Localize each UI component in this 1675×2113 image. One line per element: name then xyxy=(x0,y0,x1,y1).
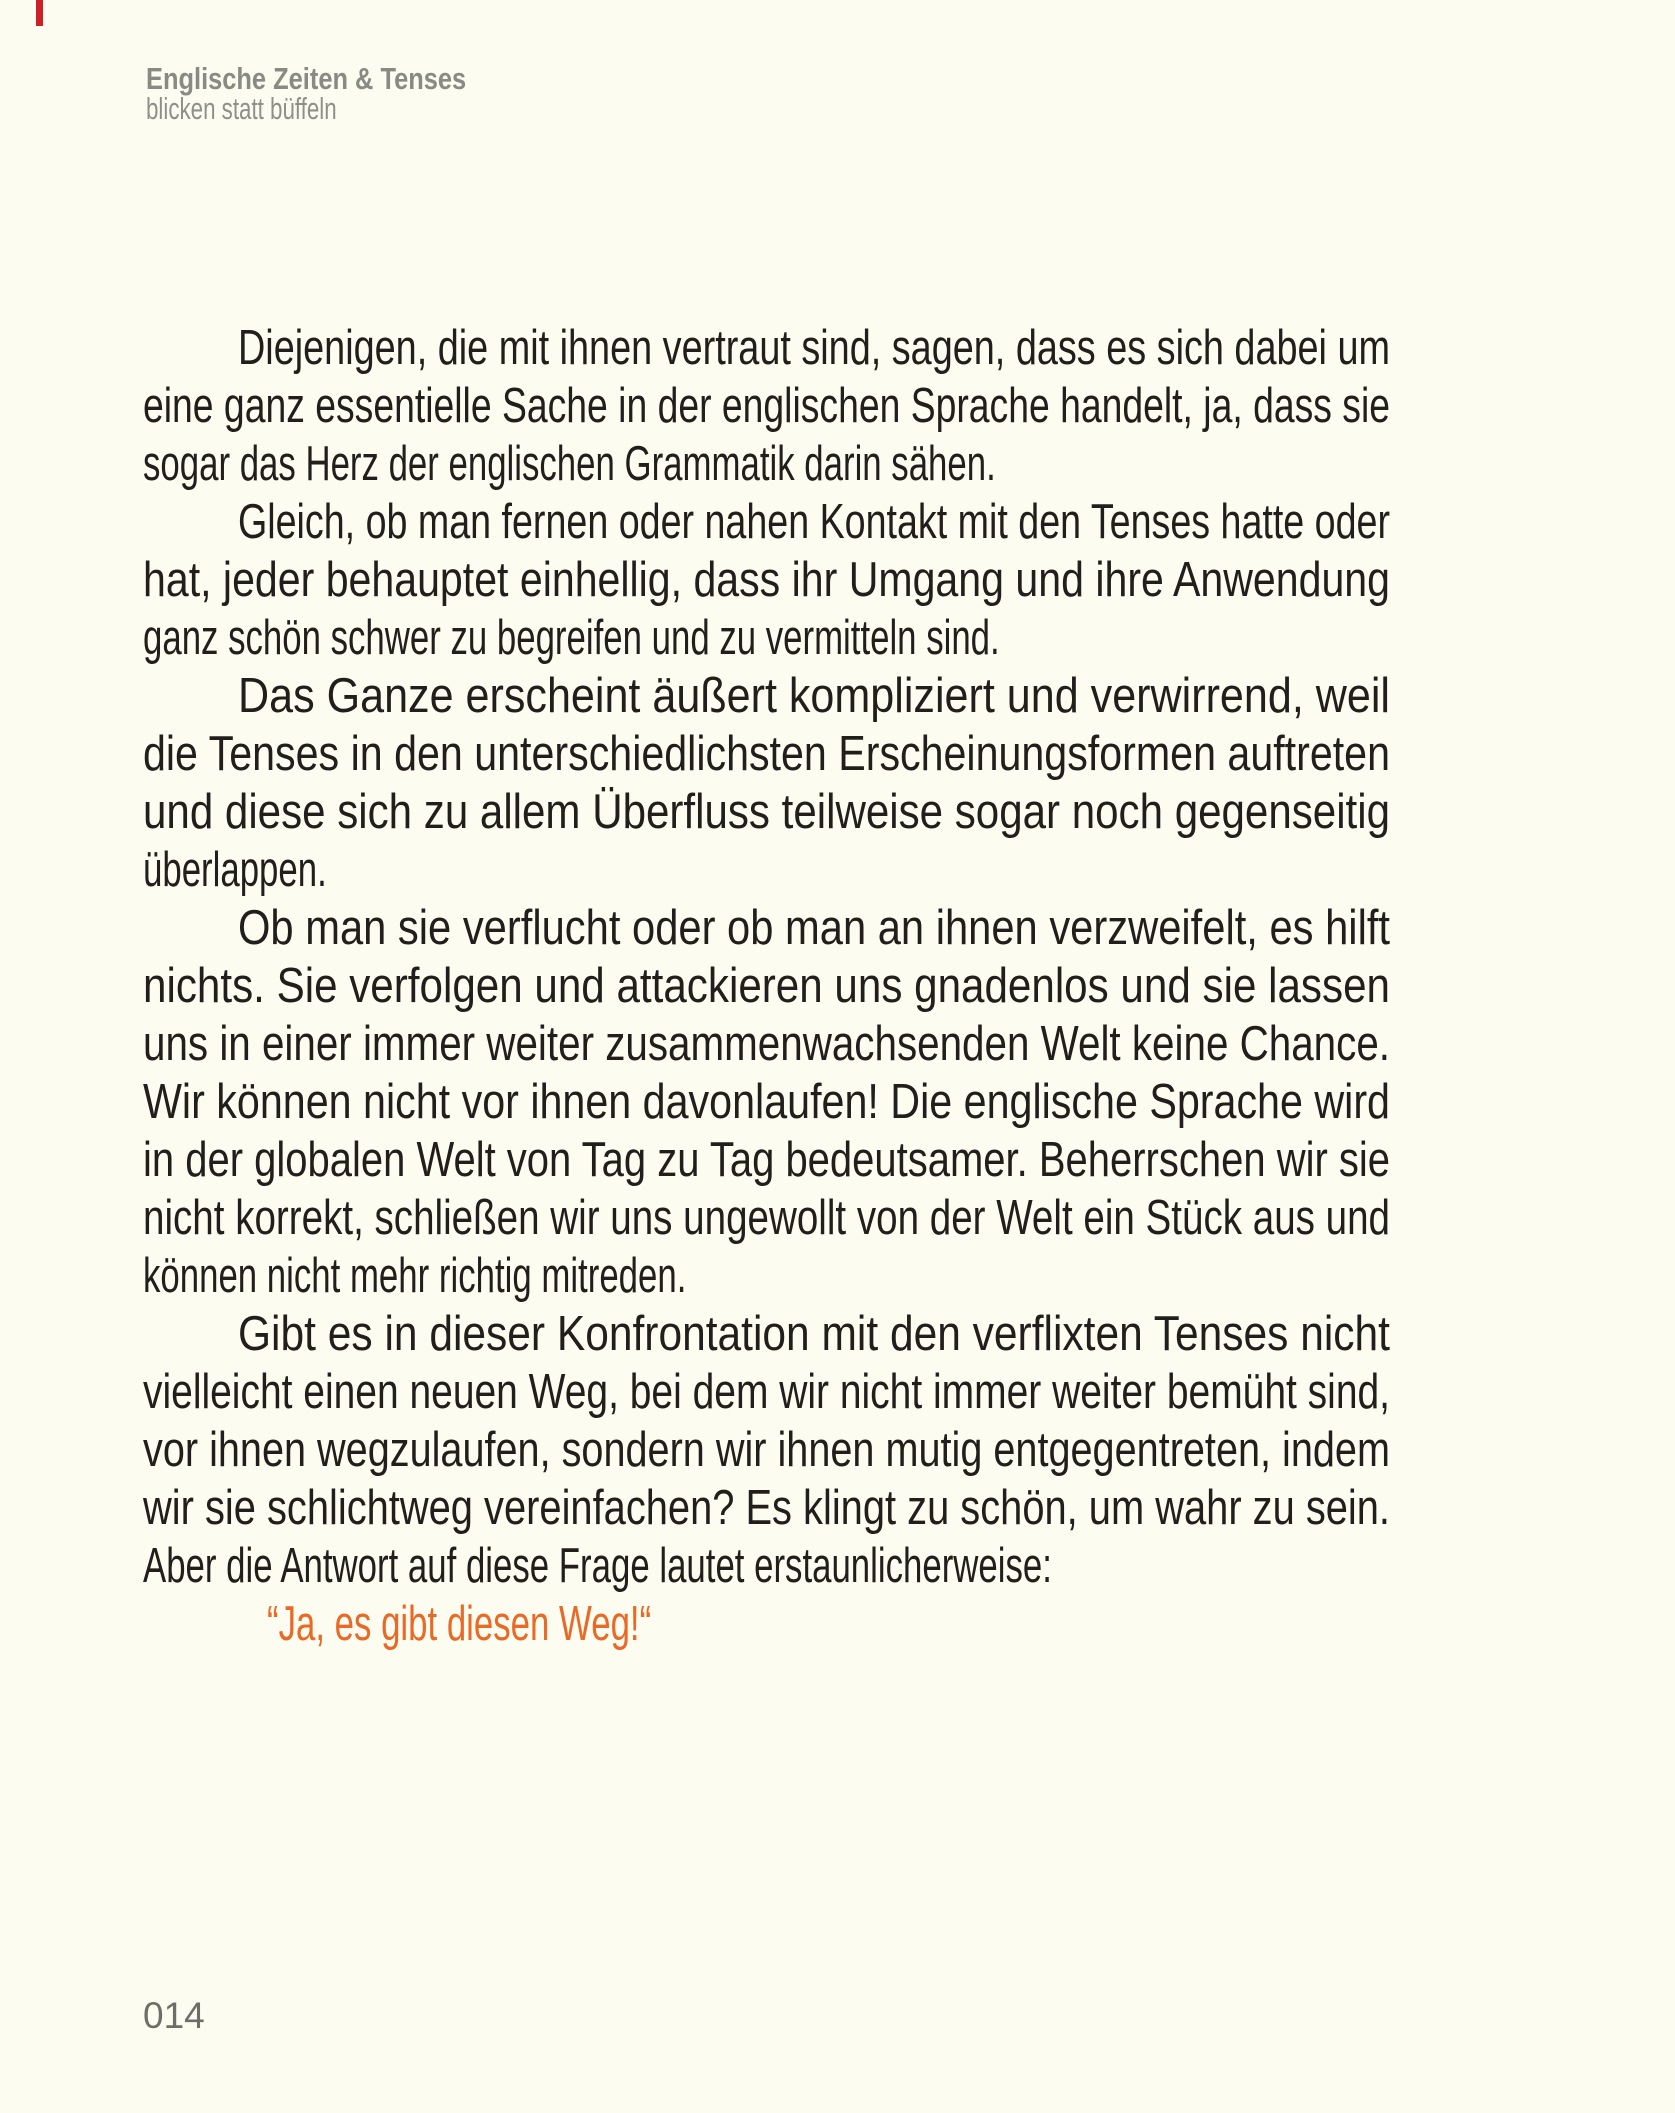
text-line-text: können nicht mehr richtig mitreden. xyxy=(143,1249,687,1303)
text-line xyxy=(143,551,1390,609)
text-line-text: eine ganz essentielle Sache in der englischen Sprache handelt, ja, dass sie xyxy=(143,379,1390,433)
text-line-text: in der globalen Welt von Tag zu Tag bedeutsamer. Beherrschen wir sie xyxy=(143,1133,1390,1187)
text-line xyxy=(143,609,1390,667)
text-line xyxy=(143,319,1390,377)
chapter-subtitle-text: blicken statt büffeln xyxy=(146,91,337,126)
chapter-subtitle xyxy=(146,91,536,126)
text-line-text: überlappen. xyxy=(143,843,327,897)
body-text xyxy=(143,319,1390,1653)
text-line-text: die Tenses in den unterschiedlichsten Erscheinungsformen auftreten xyxy=(143,727,1390,781)
text-line-text: wir sie schlichtweg vereinfachen? Es klingt zu schön, um wahr zu sein. xyxy=(143,1481,1390,1535)
text-line xyxy=(143,435,1390,493)
text-line xyxy=(143,1305,1390,1363)
text-line xyxy=(143,899,1390,957)
page-footer xyxy=(143,1996,205,2036)
text-line xyxy=(143,1363,1390,1421)
text-line-text: uns in einer immer weiter zusammenwachsenden Welt keine Chance. xyxy=(143,1017,1390,1071)
text-line-text: und diese sich zu allem Überfluss teilweise sogar noch gegenseitig xyxy=(143,785,1390,839)
text-line-text: nichts. Sie verfolgen und attackieren uns gnadenlos und sie lassen xyxy=(143,959,1390,1013)
text-line xyxy=(143,725,1390,783)
quote-line-text: “Ja, es gibt diesen Weg!“ xyxy=(267,1597,652,1651)
text-line-text: hat, jeder behauptet einhellig, dass ihr Umgang und ihre Anwendung xyxy=(143,553,1390,607)
text-line-text: vor ihnen wegzulaufen, sondern wir ihnen mutig entgegentreten, indem xyxy=(143,1423,1390,1477)
quote-line xyxy=(143,1595,1390,1653)
text-line xyxy=(143,1015,1390,1073)
text-line xyxy=(143,783,1390,841)
page-number: 014 xyxy=(143,1995,205,2036)
text-line xyxy=(143,1479,1390,1537)
text-line-text: nicht korrekt, schließen wir uns ungewollt von der Welt ein Stück aus und xyxy=(143,1191,1390,1245)
text-line-text: Gibt es in dieser Konfrontation mit den verflixten Tenses nicht xyxy=(238,1307,1390,1361)
text-line xyxy=(143,1073,1390,1131)
text-line xyxy=(143,841,1390,899)
text-line-text: ganz schön schwer zu begreifen und zu vermitteln sind. xyxy=(143,611,1000,665)
text-line-text: Das Ganze erscheint äußert kompliziert und verwirrend, weil xyxy=(238,669,1390,723)
text-line-text: vielleicht einen neuen Weg, bei dem wir nicht immer weiter bemüht sind, xyxy=(143,1365,1390,1419)
text-line-text: Gleich, ob man fernen oder nahen Kontakt mit den Tenses hatte oder xyxy=(238,495,1390,549)
text-line xyxy=(143,957,1390,1015)
text-line-text: Diejenigen, die mit ihnen vertraut sind, sagen, dass es sich dabei um xyxy=(238,321,1390,375)
text-line xyxy=(143,493,1390,551)
text-line xyxy=(143,667,1390,725)
text-line xyxy=(143,1537,1390,1595)
text-line xyxy=(143,1247,1390,1305)
chapter-title-text: Englische Zeiten & Tenses xyxy=(146,61,467,96)
text-line-text: Aber die Antwort auf diese Frage lautet erstaunlicherweise: xyxy=(143,1539,1052,1593)
text-line-text: Ob man sie verflucht oder ob man an ihnen verzweifelt, es hilft xyxy=(238,901,1390,955)
red-registration-mark xyxy=(36,0,43,26)
text-line-text: Wir können nicht vor ihnen davonlaufen! Die englische Sprache wird xyxy=(143,1075,1390,1129)
text-line xyxy=(143,1189,1390,1247)
text-line xyxy=(143,1421,1390,1479)
chapter-title xyxy=(146,61,536,96)
chapter-header xyxy=(146,61,536,126)
text-line xyxy=(143,377,1390,435)
text-line-text: sogar das Herz der englischen Grammatik darin sähen. xyxy=(143,437,996,491)
text-line xyxy=(143,1131,1390,1189)
